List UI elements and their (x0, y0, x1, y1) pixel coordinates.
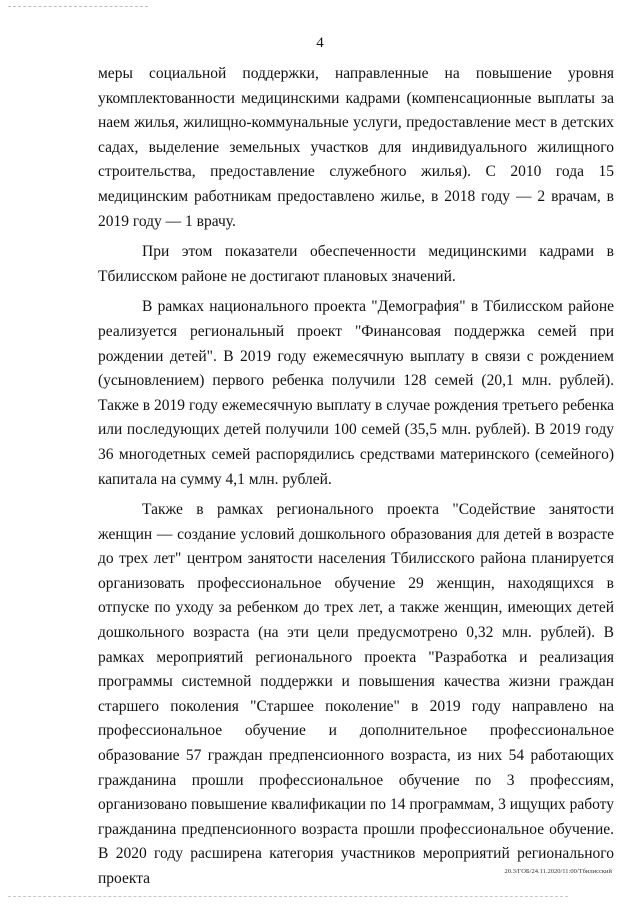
paragraph-1: меры социальной поддержки, направленные на повышение уровня укомплектованности медицинскими кадрами (компенсационные выплаты за наем жилья, жилищно-коммунальные услуги, предоставление мест в детских садах, выделение земельных участков для индивидуального жилищного строительства, предоставление служебного жилья). С 2010 года 15 медицинским работникам предоставлено жилье, в 2018 году — 2 врачам, в 2019 году — 1 врачу. (98, 65, 614, 230)
paragraph-3: В рамках национального проекта "Демография" в Тбилисском районе реализуется региональный проект "Финансовая поддержка семей при рождении детей". В 2019 году ежемесячную выплату в связи с рождением (усыновлением) первого ребенка получили 128 семей (20,1 млн. рублей). Также в 2019 году ежемесячную выплату в случае рождения третьего ребенка или последующих детей получили 100 семей (35,5 млн. рублей). В 2019 году 36 многодетных семей распорядились средствами материнского (семейного) капитала на сумму 4,1 млн. рублей. (98, 298, 614, 488)
top-divider (8, 6, 148, 7)
paragraph-2: При этом показатели обеспеченности медицинскими кадрами в Тбилисском районе не достигают плановых значений. (98, 243, 614, 285)
bottom-divider (8, 896, 568, 897)
page-number: 4 (316, 35, 324, 51)
footer-document-code: 20.3/ГОБ/24.11.2020/11:00/Тбилисский (504, 868, 612, 875)
paragraph-4: Также в рамках регионального проекта "Содействие занятости женщин — создание условий дошкольного образования для детей в возрасте до трех лет" центром занятости населения Тбилисского района планируется организовать профессиональное обучение 29 женщин, находящихся в отпуске по уходу за ребенком до трех лет, а также женщин, имеющих детей дошкольного возраста (на эти цели предусмотрено 0,32 млн. рублей). В рамках мероприятий регионального проекта "Разработка и реализация программы системной поддержки и повышения качества жизни граждан старшего поколения "Старшее поколение" в 2019 году направлено на профессиональное обучение и дополнительное профессиональное образование 57 граждан предпенсионного возраста, из них 54 работающих гражданина прошли профессиональное обучение по 3 профессиям, организовано повышение квалификации по 14 программам, 3 ищущих работу гражданина предпенсионного возраста прошли профессиональное обучение. В 2020 году расширена категория участников мероприятий регионального проекта (98, 501, 614, 887)
body-text (98, 62, 614, 892)
